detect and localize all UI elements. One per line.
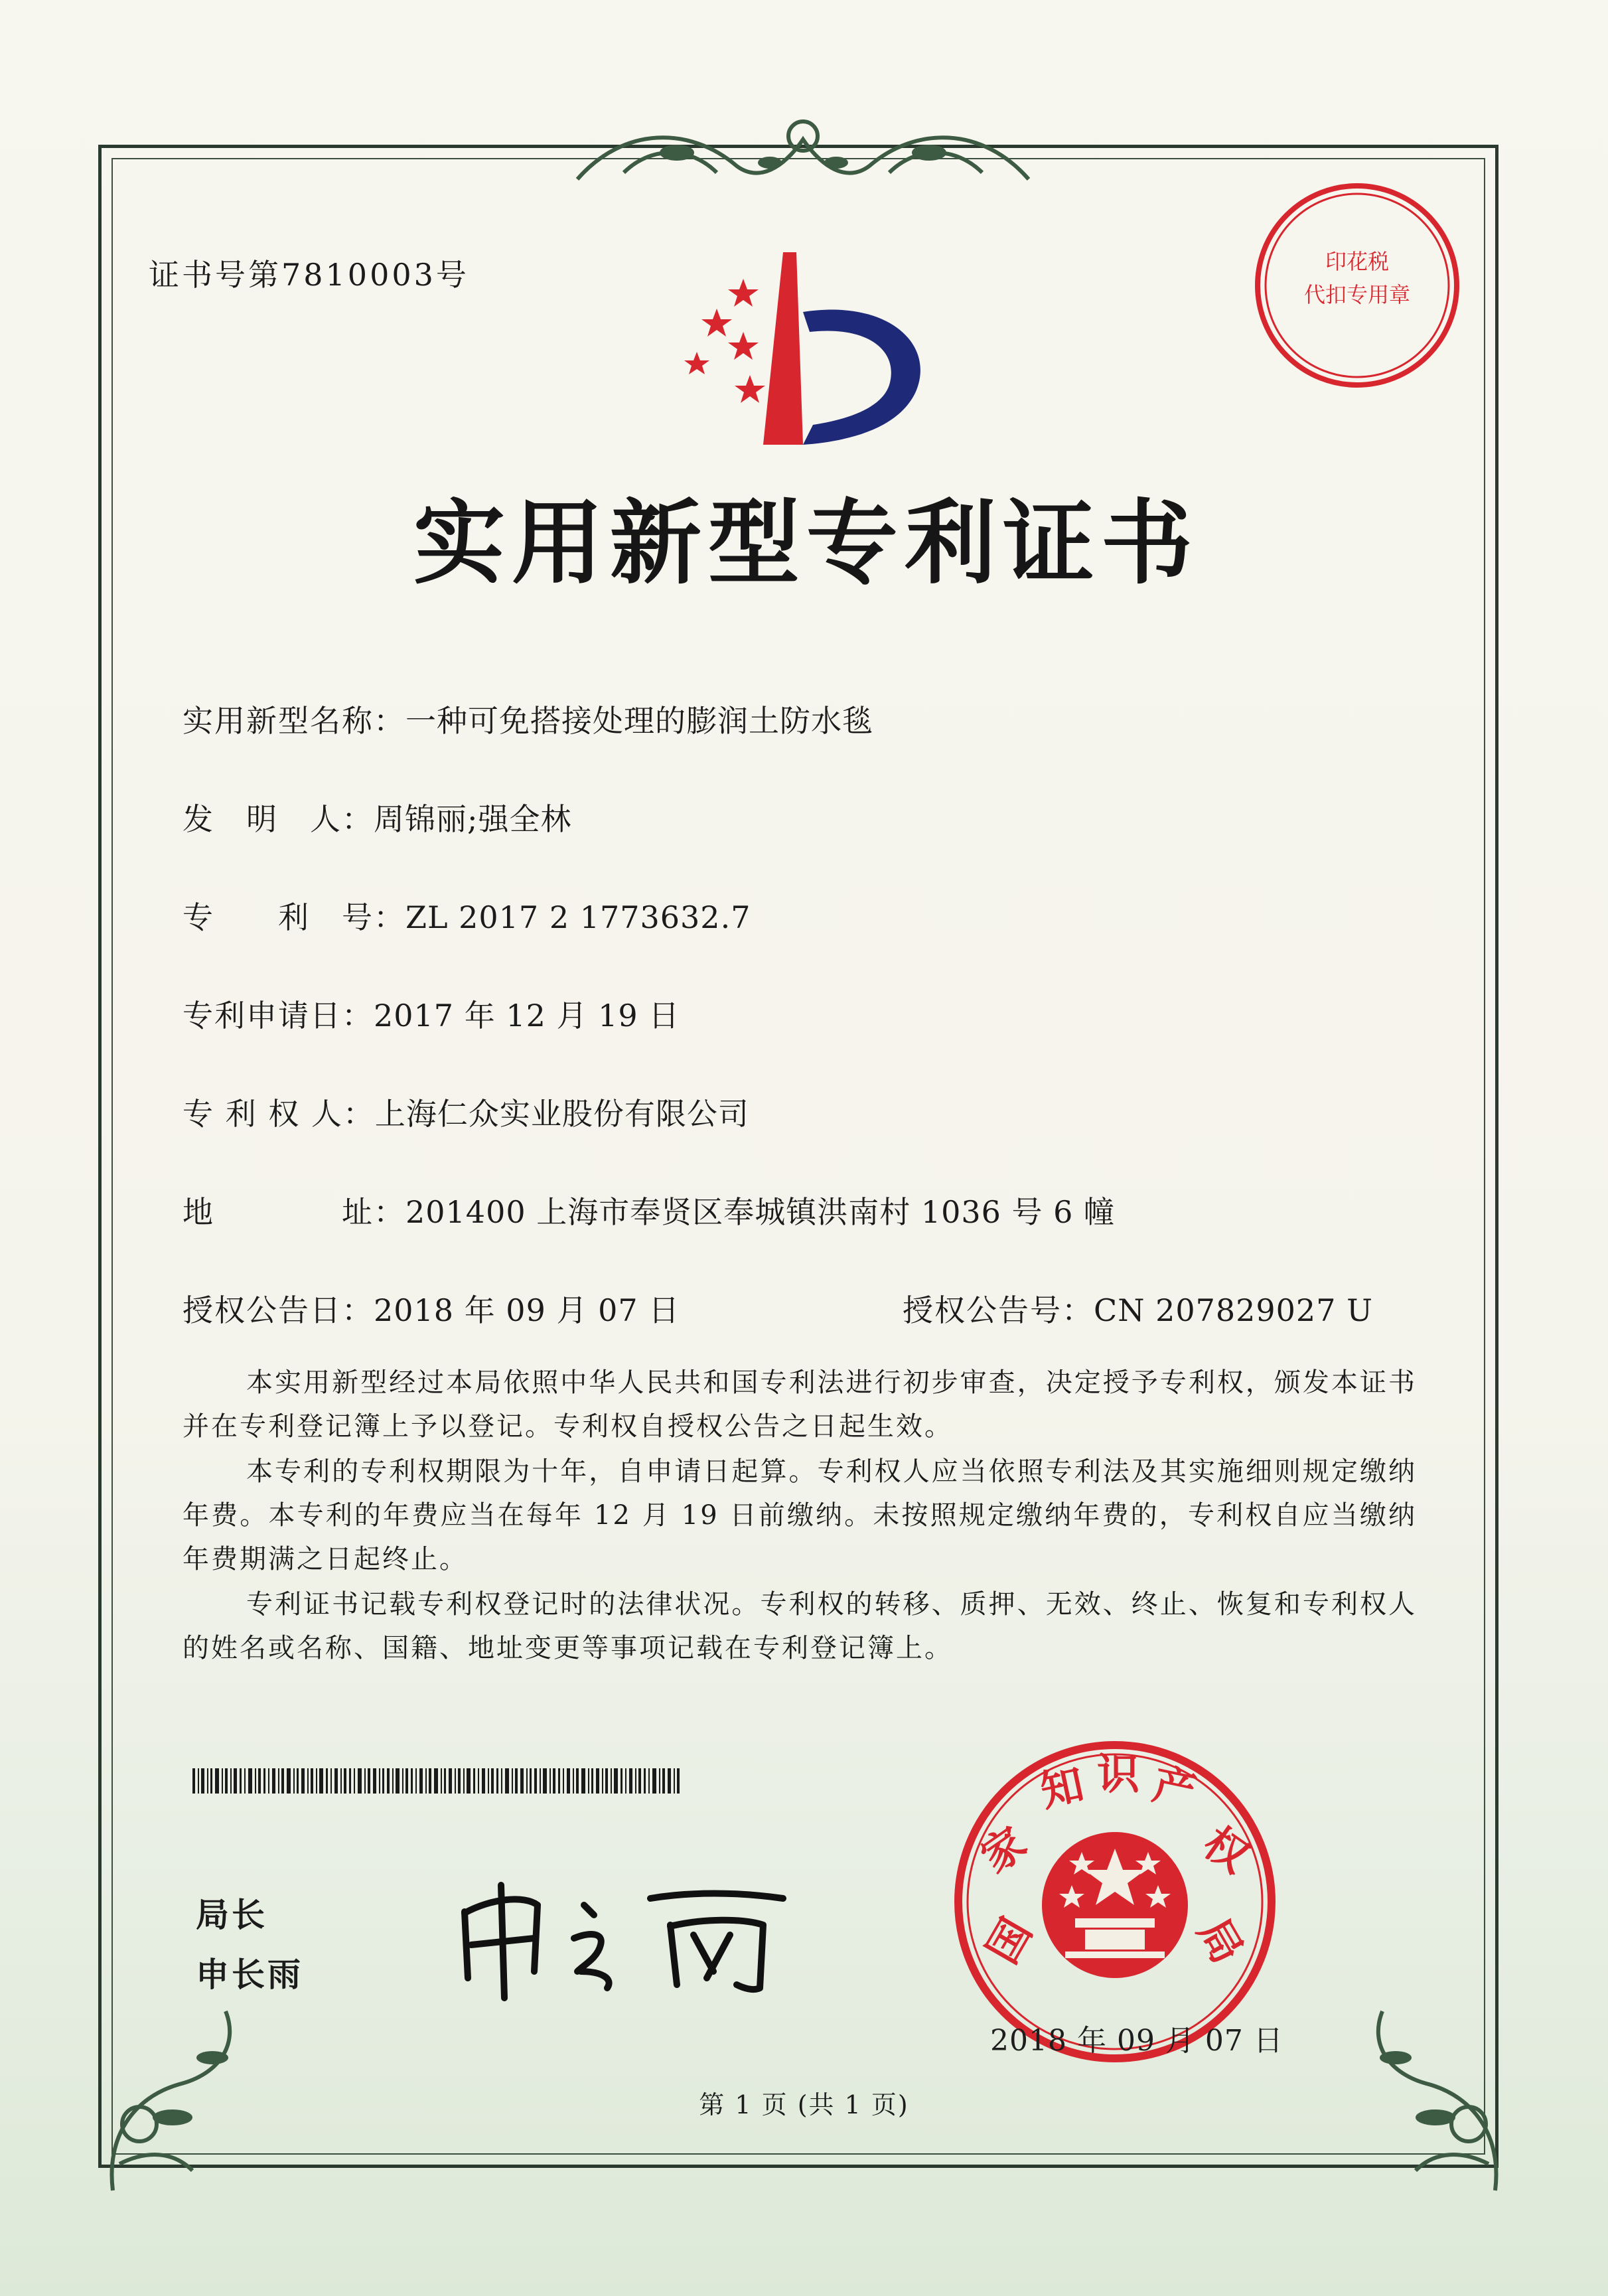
svg-text:产: 产 — [1148, 1760, 1201, 1817]
grant-date-value: 2018 年 09 月 07 日 — [374, 1292, 680, 1328]
tax-stamp-seal — [1248, 176, 1467, 395]
certificate-title: 实用新型专利证书 — [413, 490, 1199, 597]
svg-text:国: 国 — [978, 1910, 1042, 1972]
field-inventor — [183, 795, 572, 839]
inventor-label: 发 明 人： — [183, 801, 374, 837]
svg-text:局: 局 — [1188, 1910, 1252, 1972]
grant-number-label: 授权公告号： — [903, 1292, 1094, 1328]
address-value: 201400 上海市奉贤区奉城镇洪南村 1036 号 6 幢 — [405, 1194, 1116, 1230]
paragraph-term-and-fees: 本专利的专利权期限为十年，自申请日起算。专利权人应当依照专利法及其实施细则规定缴纳年费。本专利的年费应当在每年 12 月 19 日前缴纳。未按照规定缴纳年费的，专利权自应当缴纳年费期满之日起终止。 — [183, 1456, 1417, 1574]
patent-office-logo — [670, 252, 949, 451]
svg-text:代扣专用章: 代扣专用章 — [1303, 282, 1411, 307]
grant-number-value: CN 207829027 U — [1094, 1292, 1373, 1328]
certificate-number: 证书号第7810003号 — [149, 257, 469, 293]
svg-text:权: 权 — [1194, 1818, 1258, 1883]
field-application-date — [183, 992, 680, 1035]
field-address — [183, 1188, 1115, 1232]
field-grant-date — [183, 1286, 680, 1330]
page-number: 第 1 页 (共 1 页) — [699, 2090, 909, 2119]
signatory-name: 申长雨 — [196, 1955, 303, 1994]
field-utility-model-name — [183, 697, 873, 741]
top-ornament — [571, 100, 1035, 199]
inventor-value: 周锦丽;强全林 — [374, 801, 572, 837]
field-patentee — [183, 1090, 749, 1134]
patentee-label: 专 利 权 人： — [183, 1096, 375, 1132]
application-date-label: 专利申请日： — [183, 998, 374, 1033]
name-value: 一种可免搭接处理的膨润土防水毯 — [405, 703, 873, 739]
svg-text:印花税: 印花税 — [1325, 249, 1390, 274]
name-label: 实用新型名称： — [183, 703, 405, 739]
patentee-value: 上海仁众实业股份有限公司 — [374, 1096, 749, 1132]
grant-date-label: 授权公告日： — [183, 1292, 374, 1328]
paragraph-grant-statement: 本实用新型经过本局依照中华人民共和国专利法进行初步审查，决定授予专利权，颁发本证书并在专利登记簿上予以登记。专利权自授权公告之日起生效。 — [183, 1367, 1417, 1442]
handwritten-signature — [451, 1872, 823, 2005]
field-grant-number — [903, 1286, 1373, 1330]
patent-number-label: 专 利 号： — [183, 899, 405, 935]
seal-date: 2018 年 09 月 07 日 — [990, 2024, 1283, 2058]
signatory-role: 局长 — [196, 1896, 267, 1934]
field-patent-number — [183, 893, 751, 937]
svg-text:知: 知 — [1036, 1760, 1088, 1817]
svg-text:识: 识 — [1097, 1750, 1139, 1799]
address-label: 地 址： — [183, 1194, 405, 1230]
paragraph-legal-status: 专利证书记载专利权登记时的法律状况。专利权的转移、质押、无效、终止、恢复和专利权人的姓名或名称、国籍、地址变更等事项记载在专利登记簿上。 — [183, 1589, 1417, 1663]
svg-text:家: 家 — [972, 1818, 1036, 1883]
application-date-value: 2017 年 12 月 19 日 — [374, 998, 680, 1033]
patent-number-value: ZL 2017 2 1773632.7 — [405, 899, 751, 935]
barcode — [192, 1768, 684, 1794]
